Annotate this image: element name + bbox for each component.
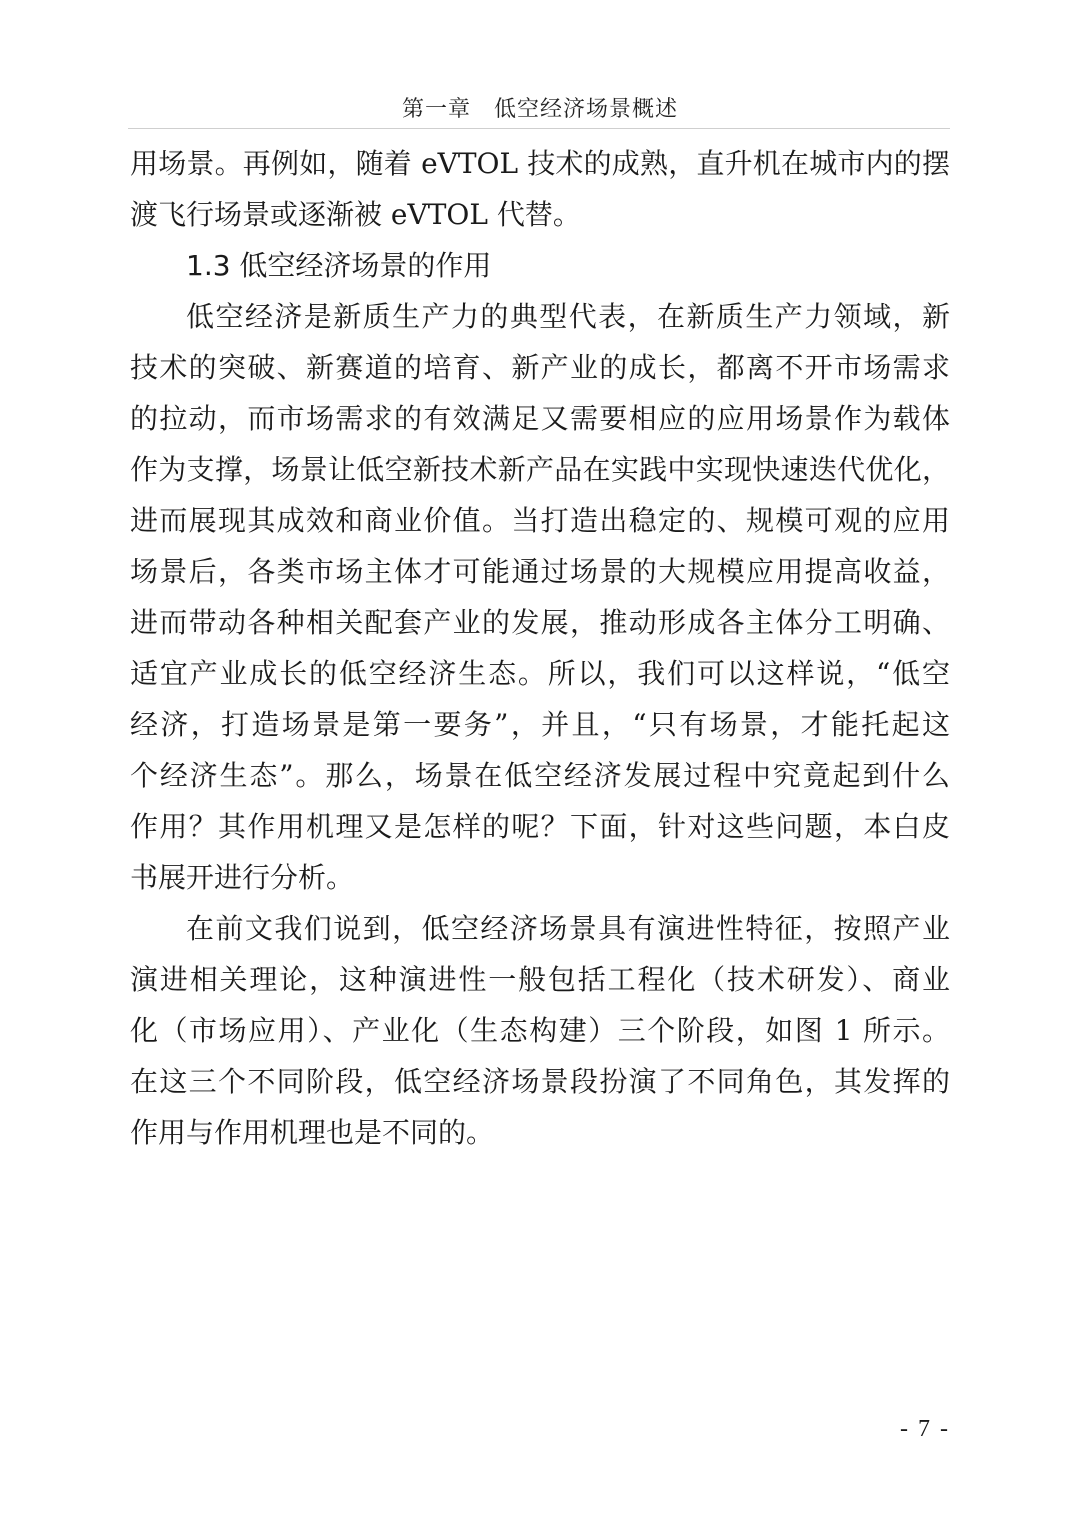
header-rule: [128, 128, 950, 129]
paragraph-line: 适宜产业成长的低空经济生态。所以，我们可以这样说，“低空: [130, 657, 950, 690]
document-body: [130, 138, 950, 1158]
paragraph-line: 书展开进行分析。: [130, 861, 355, 894]
paragraph-line: 渡飞行场景或逐渐被 eVTOL 代替。: [130, 198, 581, 231]
paragraph-line: 用场景。再例如，随着 eVTOL 技术的成熟，直升机在城市内的摆: [130, 147, 950, 180]
paragraph-line: 作用与作用机理也是不同的。: [130, 1116, 495, 1149]
section-heading: 1.3 低空经济场景的作用: [186, 249, 492, 282]
page-header: 第一章 低空经济场景概述: [401, 97, 678, 122]
paragraph-line: 技术的突破、新赛道的培育、新产业的成长，都离不开市场需求: [130, 351, 950, 384]
paragraph-line: 作为支撑，场景让低空新技术新产品在实践中实现快速迭代优化，: [130, 453, 950, 486]
paragraph-line: 进而带动各种相关配套产业的发展，推动形成各主体分工明确、: [130, 606, 950, 639]
paragraph-line: 个经济生态”。那么，场景在低空经济发展过程中究竟起到什么: [130, 759, 950, 792]
paragraph-line: 作用？其作用机理又是怎样的呢？下面，针对这些问题，本白皮: [130, 810, 950, 843]
paragraph-line: 在前文我们说到，低空经济场景具有演进性特征，按照产业: [186, 912, 950, 945]
paragraph-line: 低空经济是新质生产力的典型代表，在新质生产力领域，新: [186, 300, 950, 333]
paragraph-line: 在这三个不同阶段，低空经济场景段扮演了不同角色，其发挥的: [130, 1065, 950, 1098]
paragraph-line: 的拉动，而市场需求的有效满足又需要相应的应用场景作为载体: [130, 402, 950, 435]
paragraph-line: 进而展现其成效和商业价值。当打造出稳定的、规模可观的应用: [130, 504, 950, 537]
paragraph-line: 场景后，各类市场主体才可能通过场景的大规模应用提高收益，: [130, 555, 950, 588]
paragraph-line: 化（市场应用）、产业化（生态构建）三个阶段，如图 1 所示。: [130, 1014, 950, 1047]
paragraph-line: 演进相关理论，这种演进性一般包括工程化（技术研发）、商业: [130, 963, 950, 996]
paragraph-line: 经济，打造场景是第一要务”，并且，“只有场景，才能托起这: [130, 708, 950, 741]
page-number: - 7 -: [900, 1416, 950, 1442]
